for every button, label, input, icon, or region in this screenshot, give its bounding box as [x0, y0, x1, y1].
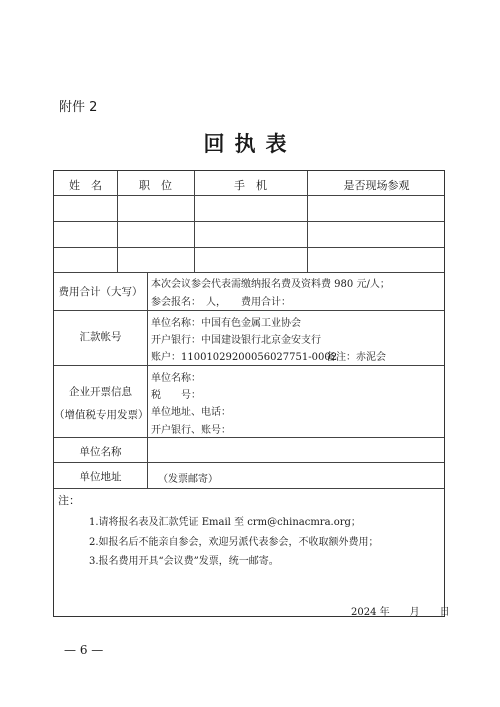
account-unit-name: 单位名称：中国有色金属工业协会 — [151, 318, 301, 329]
notes-heading: 注： — [58, 494, 80, 507]
note-1: 1.请将报名表及汇款凭证 Email 至 crm@chinacmra.org； — [89, 517, 361, 528]
note-2: 2.如报名后不能亲自参会，欢迎另派代表参会，不收取额外费用； — [89, 537, 379, 548]
unit-name-label: 单位名称 — [79, 446, 122, 458]
row-divider — [54, 221, 444, 222]
account-note: 备注：赤泥会 — [326, 352, 386, 363]
note-3: 3.报名费用开具“会议费”发票，统一邮寄。 — [89, 556, 279, 567]
receipt-form-table — [53, 170, 450, 618]
row-divider — [54, 488, 444, 489]
row-divider — [54, 437, 444, 438]
row-divider — [54, 195, 444, 196]
invoice-info-label: 企业开票信息 — [69, 386, 132, 398]
page-number: — 6 — — [64, 643, 104, 657]
invoice-bank-account: 开户银行、账号： — [151, 425, 231, 436]
remittance-account-label: 汇款帐号 — [79, 331, 122, 343]
invoice-address-phone: 单位地址、电话： — [151, 407, 231, 418]
invoice-type-label: （增值税专用发票） — [54, 409, 149, 421]
document-title: 回执表 — [203, 131, 297, 156]
unit-address-value: （发票邮寄） — [158, 474, 218, 485]
fee-line-2: 参会报名： 人， 费用合计： — [151, 297, 291, 308]
fee-total-label: 费用合计（大写） — [58, 286, 143, 298]
row-divider — [54, 365, 444, 366]
account-number: 账户：11001029200056027751-0002 — [151, 352, 338, 363]
row-divider — [54, 272, 444, 273]
invoice-unit-name: 单位名称： — [151, 373, 201, 384]
unit-address-label: 单位地址 — [79, 471, 122, 483]
annex-label: 附件 2 — [59, 100, 98, 115]
date-line: 2024 年 月 日 — [351, 607, 450, 618]
fee-line-1: 本次会议参会代表需缴纳报名费及资料费 980 元/人； — [151, 279, 390, 290]
header-site-visit: 是否现场参观 — [343, 179, 410, 192]
invoice-tax-id: 税 号： — [151, 390, 201, 401]
account-bank: 开户银行：中国建设银行北京金安支行 — [151, 335, 321, 346]
row-divider — [54, 247, 444, 248]
row-divider — [54, 310, 444, 311]
row-divider — [54, 462, 444, 463]
header-position: 职 位 — [139, 179, 172, 192]
header-name: 姓 名 — [69, 179, 102, 192]
col-divider — [147, 272, 148, 488]
header-phone: 手 机 — [234, 179, 267, 192]
